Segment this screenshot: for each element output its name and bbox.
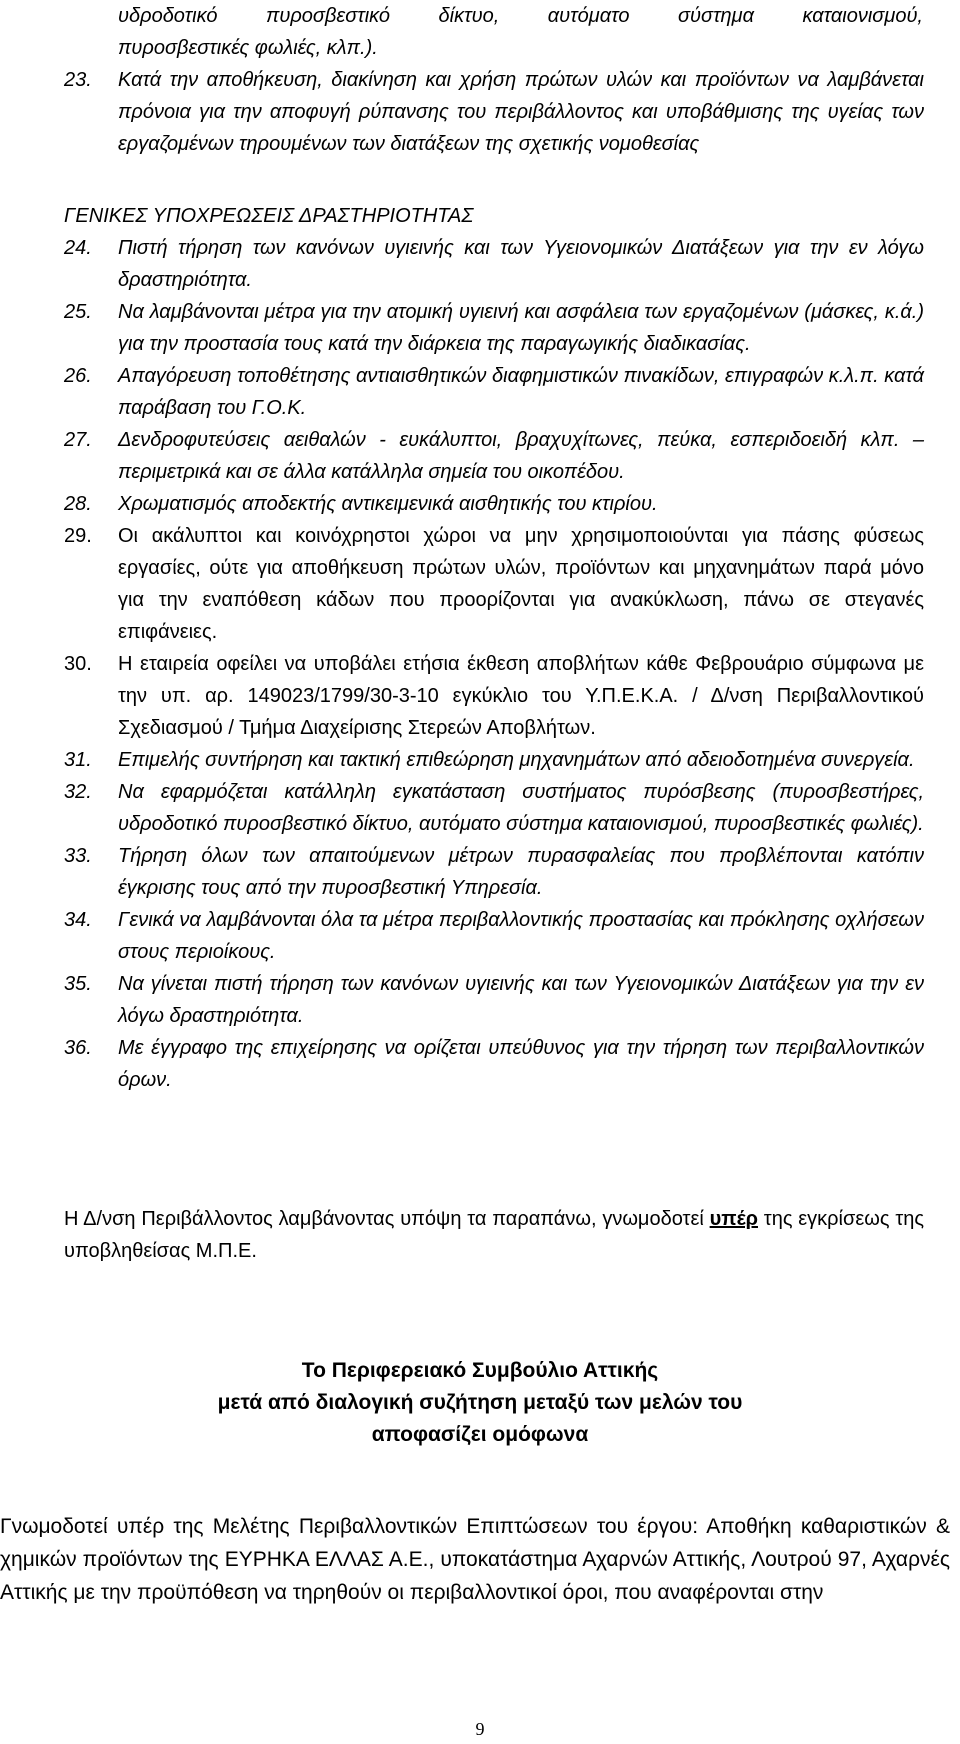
list-item bbox=[64, 840, 924, 904]
continuation-line-1: υδροδοτικό πυροσβεστικό δίκτυο, αυτόματο σύστημα καταιονισμού, bbox=[118, 5, 923, 27]
list-item bbox=[64, 904, 924, 968]
list-item bbox=[64, 968, 924, 1032]
item-number: 23. bbox=[64, 69, 92, 91]
item-number: 31. bbox=[64, 749, 92, 771]
list-item bbox=[64, 648, 924, 744]
terms-list-23 bbox=[64, 64, 924, 160]
list-item bbox=[64, 488, 924, 520]
item-number: 27. bbox=[64, 429, 92, 451]
item-text: Οι ακάλυπτοι και κοινόχρηστοι χώροι να μην χρησιμοποιούνται για πάσης φύσεως εργασίες, ούτε για αποθήκευση πρώτων υλών, προϊόντων και μηχανημάτων παρά μόνο για την εναπόθεση κάδων που προορίζονται για ανακύκλωση, πάνω σε στεγανές επιφάνειες. bbox=[118, 525, 924, 643]
item-number: 28. bbox=[64, 493, 92, 515]
item-number: 24. bbox=[64, 237, 92, 259]
item-text: Χρωματισμός αποδεκτής αντικειμενικά αισθητικής του κτιρίου. bbox=[118, 493, 658, 515]
item-text: Απαγόρευση τοποθέτησης αντιαισθητικών διαφημιστικών πινακίδων, επιγραφών κ.λ.π. κατά παράβαση του Γ.Ο.Κ. bbox=[118, 365, 924, 419]
decision-line-2: μετά από διαλογική συζήτηση μεταξύ των μελών του bbox=[217, 1391, 743, 1414]
item-text: Δενδροφυτεύσεις αειθαλών - ευκάλυπτοι, βραχυχίτωνες, πεύκα, εσπεριδοειδή κλπ. – περιμετρικά και σε άλλα κατάλληλα σημεία του οικοπέδου. bbox=[118, 429, 924, 483]
item-text: Να γίνεται πιστή τήρηση των κανόνων υγιεινής και των Υγειονομικών Διατάξεων για την εν λόγω δραστηριότητα. bbox=[118, 973, 924, 1027]
list-item bbox=[64, 232, 924, 296]
item-number: 30. bbox=[64, 653, 92, 675]
item-number: 36. bbox=[64, 1037, 92, 1059]
list-item bbox=[64, 424, 924, 488]
continuation-text bbox=[118, 0, 923, 64]
section-heading: ΓΕΝΙΚΕΣ ΥΠΟΧΡΕΩΣΕΙΣ ΔΡΑΣΤΗΡΙΟΤΗΤΑΣ bbox=[64, 205, 474, 227]
list-item bbox=[64, 744, 924, 776]
final-paragraph: Γνωμοδοτεί υπέρ της Μελέτης Περιβαλλοντικών Επιπτώσεων του έργου: Αποθήκη καθαριστικών & χημικών προϊόντων της ΕΥΡΗΚΑ ΕΛΛΑΣ Α.Ε., υποκατάστημα Αχαρνών Αττικής, Λουτρού 97, Αχαρνές Αττικής με την προϋπόθεση να τηρηθούν οι περιβαλλοντικοί όροι, που αναφέρονται στην bbox=[0, 1515, 950, 1604]
closing-paragraph bbox=[64, 1203, 924, 1267]
decision-heading bbox=[0, 1355, 960, 1451]
list-item bbox=[64, 776, 924, 840]
list-item bbox=[64, 360, 924, 424]
closing-text-before: Η Δ/νση Περιβάλλοντος λαμβάνοντας υπόψη τα παραπάνω, γνωμοδοτεί bbox=[64, 1208, 704, 1230]
item-text: Γενικά να λαμβάνονται όλα τα μέτρα περιβαλλοντικής προστασίας και πρόκλησης οχλήσεων στους περιοίκους. bbox=[118, 909, 924, 963]
item-text: Πιστή τήρηση των κανόνων υγιεινής και των Υγειονομικών Διατάξεων για την εν λόγω δραστηριότητα. bbox=[118, 237, 924, 291]
item-text: Να λαμβάνονται μέτρα για την ατομική υγιεινή και ασφάλεια των εργαζομένων (μάσκες, κ.ά.) για την προστασία τους κατά την διάρκεια της παραγωγικής διαδικασίας. bbox=[118, 301, 924, 355]
item-number: 32. bbox=[64, 781, 92, 803]
item-text: Κατά την αποθήκευση, διακίνηση και χρήση πρώτων υλών και προϊόντων να λαμβάνεται πρόνοια για την αποφυγή ρύπανσης του περιβάλλοντος και υποβάθμισης της υγείας των εργαζομένων τηρουμένων των διατάξεων της σχετικής νομοθεσίας bbox=[118, 69, 924, 155]
decision-line-1: Το Περιφερειακό Συμβούλιο Αττικής bbox=[301, 1359, 659, 1382]
terms-list bbox=[64, 232, 924, 1096]
list-item bbox=[64, 520, 924, 648]
item-number: 29. bbox=[64, 525, 92, 547]
item-number: 33. bbox=[64, 845, 92, 867]
decision-line-3: αποφασίζει ομόφωνα bbox=[371, 1423, 589, 1446]
item-text: Τήρηση όλων των απαιτούμενων μέτρων πυρασφαλείας που προβλέπονται κατόπιν έγκρισης τους από την πυροσβεστική Υπηρεσία. bbox=[118, 845, 924, 899]
closing-underlined-word: υπέρ bbox=[709, 1208, 758, 1230]
closing-text-after: της εγκρίσεως της υποβληθείσας Μ.Π.Ε. bbox=[64, 1208, 924, 1262]
list-item-23 bbox=[64, 64, 924, 160]
item-number: 25. bbox=[64, 301, 92, 323]
page-number: 9 bbox=[475, 1719, 485, 1739]
item-text: Να εφαρμόζεται κατάλληλη εγκατάσταση συστήματος πυρόσβεσης (πυροσβεστήρες, υδροδοτικό πυροσβεστικό δίκτυο, αυτόματο σύστημα καταιονισμού, πυροσβεστικές φωλιές). bbox=[118, 781, 924, 835]
continuation-line-2: πυροσβεστικές φωλιές, κλπ.). bbox=[118, 37, 378, 59]
list-item bbox=[64, 1032, 924, 1096]
item-text: Με έγγραφο της επιχείρησης να ορίζεται υπεύθυνος για την τήρηση των περιβαλλοντικών όρων. bbox=[118, 1037, 924, 1091]
item-number: 35. bbox=[64, 973, 92, 995]
item-number: 26. bbox=[64, 365, 92, 387]
item-number: 34. bbox=[64, 909, 92, 931]
item-text: Επιμελής συντήρηση και τακτική επιθεώρηση μηχανημάτων από αδειοδοτημένα συνεργεία. bbox=[118, 749, 915, 771]
list-item bbox=[64, 296, 924, 360]
item-text: Η εταιρεία οφείλει να υποβάλει ετήσια έκθεση αποβλήτων κάθε Φεβρουάριο σύμφωνα με την υπ. αρ. 149023/1799/30-3-10 εγκύκλιο του Υ.Π.Ε.Κ.Α. / Δ/νση Περιβαλλοντικού Σχεδιασμού / Τμήμα Διαχείρισης Στερεών Αποβλήτων. bbox=[118, 653, 924, 739]
